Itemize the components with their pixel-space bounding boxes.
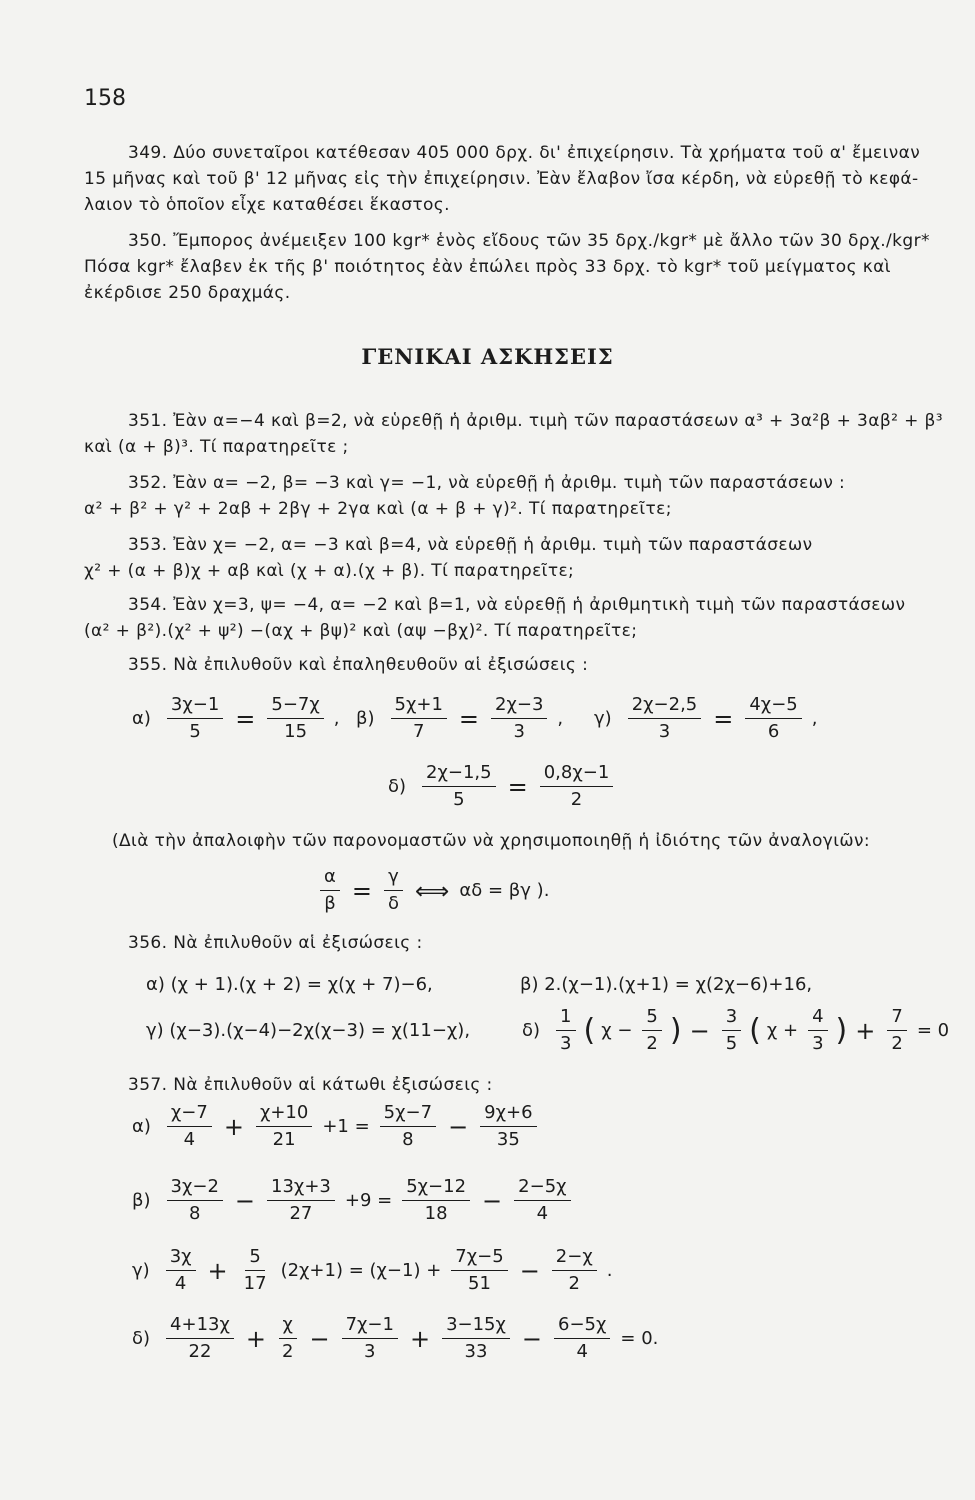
equation-355-g: γ) $\frac{2\chi-2,5}{3}$ = $\frac{4\chi-5}{6}$ , [594,694,818,742]
fraction: $\frac{2-5\chi}{4}$ [514,1176,570,1225]
equation-356-b: β) 2.(χ−1).(χ+1) = χ(2χ−6)+16, [520,974,813,995]
section-heading: ΓΕΝΙΚΑΙ ΑΣΚΗΣΕΙΣ [361,344,614,369]
fraction: $\frac{\chi+10}{21}$ [256,1102,312,1151]
equation-357-g: γ) $\frac{3\chi}{4}$ + $\frac{5}{17}$ (2χ+1) = (χ−1) + $\frac{7\chi-5}{51}$ − $\frac{2-\chi}{2}$ . [132,1246,613,1294]
fraction: $\frac{4}{3}$ [808,1006,827,1055]
fraction: $\frac{0,8\chi-1}{2}$ [540,762,614,811]
fraction: $\frac{5\chi-12}{18}$ [402,1176,470,1225]
problem-355-intro: 355. Νὰ ἐπιλυθοῦν καὶ ἐπαληθευθοῦν αἱ ἐξισώσεις : [128,655,589,675]
fraction: $\frac{3-15\chi}{33}$ [442,1314,510,1363]
fraction: $\frac{2\chi-3}{3}$ [491,694,547,743]
fraction: $\frac{7\chi-5}{51}$ [451,1246,507,1295]
fraction: $\frac{5}{2}$ [642,1006,661,1055]
equation-357-a: α) $\frac{\chi-7}{4}$ + $\frac{\chi+10}{21}$ +1 = $\frac{5\chi-7}{8}$ − $\frac{9\chi+6}{35}$ [132,1102,543,1151]
fraction: $\frac{4+13\chi}{22}$ [166,1314,234,1363]
problem-352-line-2: α² + β² + γ² + 2αβ + 2βγ + 2γα καὶ (α + β + γ)². Τί παρατηρεῖτε; [84,499,672,519]
eq-label: α) [132,708,151,729]
fraction: $\frac{5\chi+1}{7}$ [391,694,447,743]
fraction: $\frac{\chi-7}{4}$ [167,1102,212,1151]
problem-351-line-1: 351. Ἐὰν α=−4 καὶ β=2, νὰ εὑρεθῇ ἡ ἀριθμ. τιμὴ τῶν παραστάσεων α³ + 3α²β + 3αβ² + β³ [128,411,944,431]
problem-351-line-2: καὶ (α + β)³. Τί παρατηρεῖτε ; [84,437,349,457]
fraction: $\frac{2\chi-1,5}{5}$ [422,762,496,811]
fraction: $\frac{5\chi-7}{8}$ [380,1102,436,1151]
fraction: $\frac{4\chi-5}{6}$ [745,694,801,743]
fraction: $\frac{3\chi-2}{8}$ [167,1176,223,1225]
eq-label: β) [356,708,375,729]
fraction: $\frac{3\chi-1}{5}$ [167,694,223,743]
problem-354-line-1: 354. Ἐὰν χ=3, ψ= −4, α= −2 καὶ β=1, νὰ εὑρεθῇ ἡ ἀριθμητικὴ τιμὴ τῶν παραστάσεων [128,595,906,615]
equivalence-arrow: ⟺ [415,876,450,905]
eq-label: γ) [594,708,612,729]
fraction: $\frac{7\chi-1}{3}$ [342,1314,398,1363]
problem-349-line-3: λαιον τὸ ὁποῖον εἶχε καταθέσει ἕκαστος. [84,195,450,215]
fraction: $\frac{7}{2}$ [887,1006,906,1055]
fraction: $\frac{2-\chi}{2}$ [552,1246,597,1295]
proportion-note: (Διὰ τὴν ἀπαλοιφὴν τῶν παρονομαστῶν νὰ χρησιμοποιηθῇ ἡ ἰδιότης τῶν ἀναλογιῶν: [112,831,871,851]
problem-354-line-2: (α² + β²).(χ² + ψ²) −(αχ + βψ)² καὶ (αψ −βχ)². Τί παρατηρεῖτε; [84,621,638,641]
fraction: $\frac{\chi}{2}$ [278,1314,297,1363]
fraction: $\frac{1}{3}$ [556,1006,575,1055]
fraction: $\frac{9\chi+6}{35}$ [480,1102,536,1151]
problem-349-line-2: 15 μῆνας καὶ τοῦ β' 12 μῆνας εἰς τὴν ἐπιχείρησιν. Ἐὰν ἔλαβον ἴσα κέρδη, νὰ εὑρεθῇ τὸ κεφά- [84,169,919,189]
problem-350-line-1: 350. Ἔμπορος ἀνέμειξεν 100 kgr* ἑνὸς εἴδους τῶν 35 δρχ./kgr* μὲ ἄλλο τῶν 30 δρχ./kgr* [128,231,930,251]
fraction: $\frac{\gamma}{\delta}$ [384,866,403,915]
fraction: $\frac{13\chi+3}{27}$ [267,1176,335,1225]
fraction: $\frac{3\chi}{4}$ [166,1246,196,1295]
problem-357-intro: 357. Νὰ ἐπιλυθοῦν αἱ κάτωθι ἐξισώσεις : [128,1075,493,1095]
page-number: 158 [84,86,126,111]
problem-349-line-1: 349. Δύο συνεταῖροι κατέθεσαν 405 000 δρχ. δι' ἐπιχείρησιν. Τὰ χρήματα τοῦ α' ἔμειναν [128,143,921,163]
equation-355-a: α) $\frac{3\chi-1}{5}$ = $\frac{5-7\chi}{15}$ , [132,694,340,742]
fraction: $\frac{5-7\chi}{15}$ [267,694,323,743]
equation-355-d: δ) $\frac{2\chi-1,5}{5}$ = $\frac{0,8\chi-1}{2}$ [388,762,619,811]
fraction: $\frac{2\chi-2,5}{3}$ [628,694,702,743]
equation-357-b: β) $\frac{3\chi-2}{8}$ − $\frac{13\chi+3}{27}$ +9 = $\frac{5\chi-12}{18}$ − $\frac{2-5\chi}{4}$ [132,1176,577,1225]
problem-356-intro: 356. Νὰ ἐπιλυθοῦν αἱ ἐξισώσεις : [128,933,423,953]
problem-352-line-1: 352. Ἐὰν α= −2, β= −3 καὶ γ= −1, νὰ εὑρεθῇ ἡ ἀριθμ. τιμὴ τῶν παραστάσεων : [128,473,846,493]
fraction: $\frac{3}{5}$ [722,1006,741,1055]
problem-353-line-2: χ² + (α + β)χ + αβ καὶ (χ + α).(χ + β). Τί παρατηρεῖτε; [84,561,575,581]
problem-350-line-3: ἐκέρδισε 250 δραχμάς. [84,283,291,303]
equation-355-b: β) $\frac{5\chi+1}{7}$ = $\frac{2\chi-3}{3}$ , [356,694,564,742]
equation-356-g: γ) (χ−3).(χ−4)−2χ(χ−3) = χ(11−χ), [146,1020,471,1041]
problem-350-line-2: Πόσα kgr* ἔλαβεν ἐκ τῆς β' ποιότητος ἐὰν ἐπώλει πρὸς 33 δρχ. τὸ kgr* τοῦ μείγματος καὶ [84,257,891,277]
fraction: $\frac{6-5\chi}{4}$ [554,1314,610,1363]
equation-356-d: δ) $\frac{1}{3}$ ( χ − $\frac{5}{2}$ ) − $\frac{3}{5}$ ( χ + $\frac{4}{3}$ ) + $\frac{7}{2}$ = 0 [522,1006,950,1054]
eq-label: δ) [388,776,407,797]
fraction: $\frac{5}{17}$ [243,1246,267,1294]
equation-356-a: α) (χ + 1).(χ + 2) = χ(χ + 7)−6, [146,974,433,995]
equation-357-d: δ) $\frac{4+13\chi}{22}$ + $\frac{\chi}{2}$ − $\frac{7\chi-1}{3}$ + $\frac{3-15\chi}{33}$ − $\frac{6-5\chi}{4}$ = 0. [132,1314,659,1362]
fraction: $\frac{\alpha}{\beta}$ [320,866,340,915]
problem-353-line-1: 353. Ἐὰν χ= −2, α= −3 καὶ β=4, νὰ εὑρεθῇ ἡ ἀριθμ. τιμὴ τῶν παραστάσεων [128,535,813,555]
proportion-property: $\frac{\alpha}{\beta}$ = $\frac{\gamma}{\delta}$ ⟺ αδ = βγ ). [314,866,553,915]
